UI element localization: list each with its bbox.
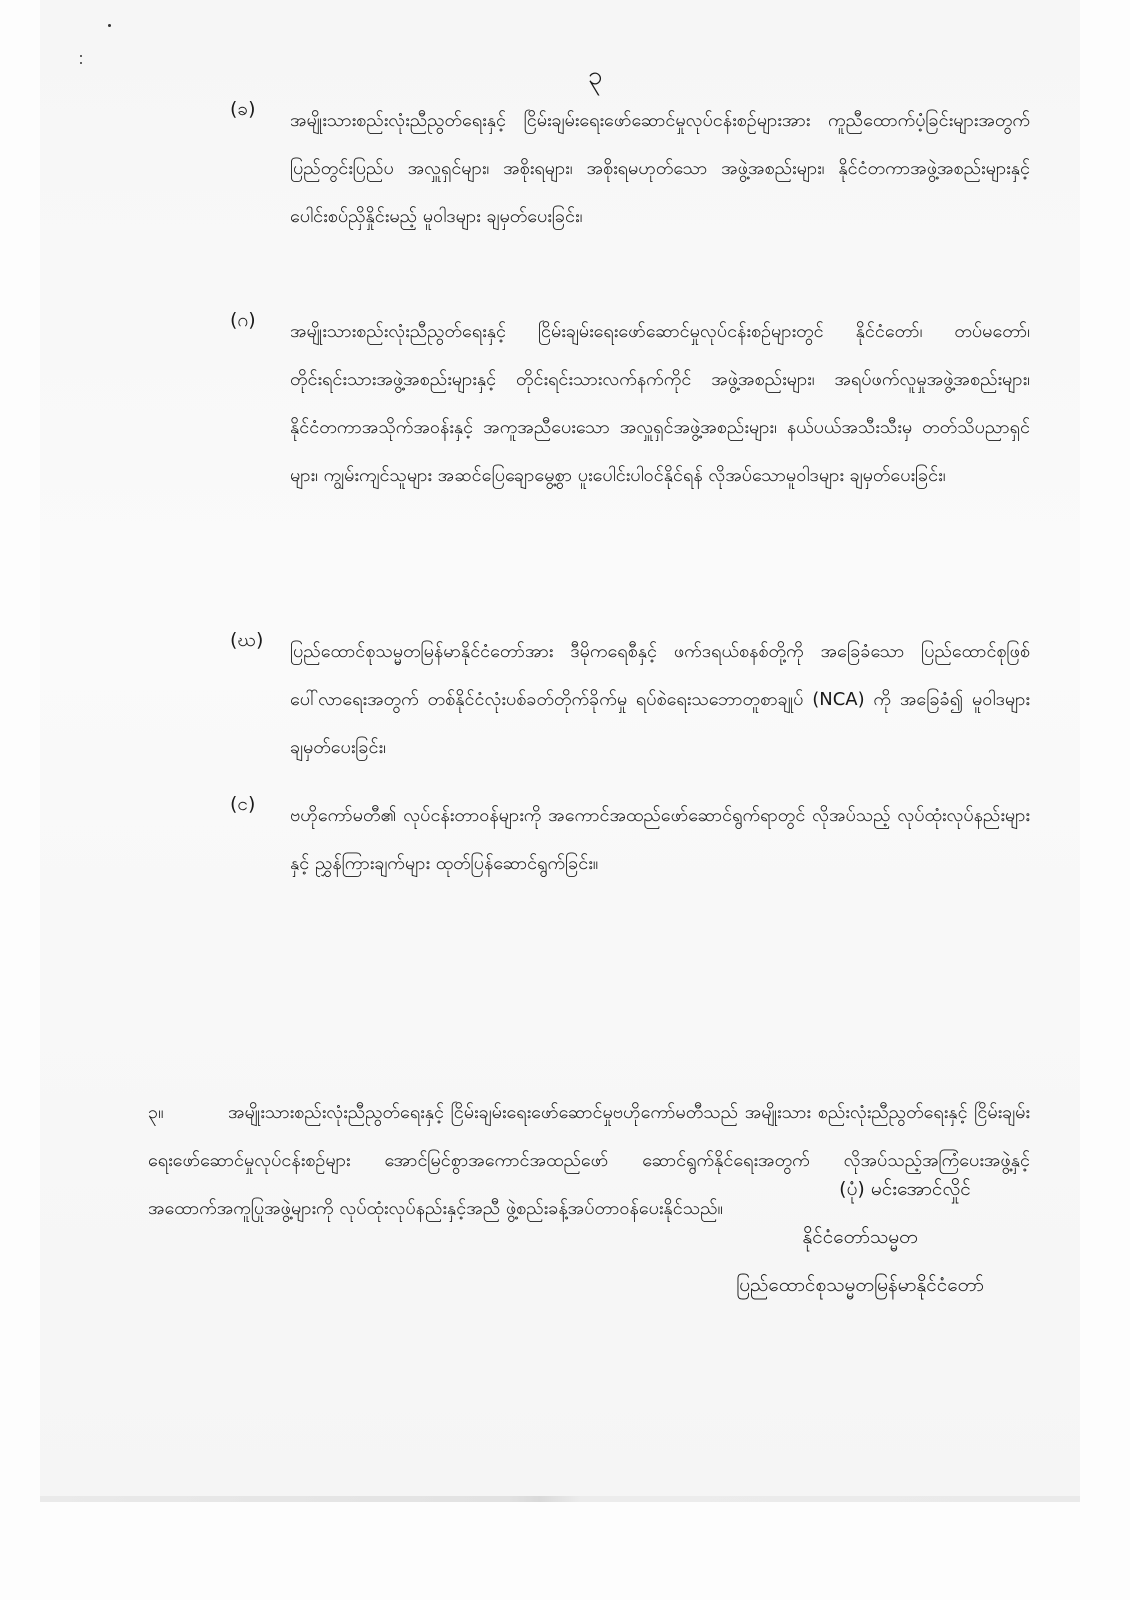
- clause-label: (ဃ): [230, 629, 264, 651]
- scan-speck: [80, 55, 82, 57]
- signatory-name: (ပုံ) မင်းအောင်လှိုင်: [839, 1178, 971, 1200]
- clause-text: အမျိုးသားစည်းလုံးညီညွတ်ရေးနှင့် ငြိမ်းချမ်းရေးဖော်ဆောင်မှုလုပ်ငန်းစဉ်များအား ကူညီထောက်ပံ့ခြင်းများအတွက် ပြည်တွင်းပြည်ပ အလှူရှင်များ၊ အစိုးရများ၊ အစိုးရမဟုတ်သော အဖွဲ့အစည်းများ၊ နိုင်ငံတကာအဖွဲ့အစည်းများနှင့် ပေါင်းစပ်ညှိနှိုင်းမည့် မူဝါဒများ ချမှတ်ပေးခြင်း၊: [290, 110, 1030, 227]
- clause-text: ပြည်ထောင်စုသမ္မတမြန်မာနိုင်ငံတော်အား ဒီမိုကရေစီနှင့် ဖက်ဒရယ်စနစ်တို့ကို အခြေခံသော ပြည်ထောင်စုဖြစ်ပေါ်လာရေးအတွက် တစ်နိုင်ငံလုံးပစ်ခတ်တိုက်ခိုက်မှု ရပ်စဲရေးသဘောတူစာချုပ် (NCA) ကို အခြေခံ၍ မူဝါဒများချမှတ်ပေးခြင်း၊: [290, 641, 1030, 758]
- clause-label: (င): [230, 793, 256, 815]
- signatory-country: ပြည်ထောင်စုသမ္မတမြန်မာနိုင်ငံတော်: [736, 1274, 984, 1296]
- section-text: အမျိုးသားစည်းလုံးညီညွတ်ရေးနှင့် ငြိမ်းချမ်းရေးဖော်ဆောင်မှုဗဟိုကော်မတီသည် အမျိုးသား စည်းလုံးညီညွတ်ရေးနှင့် ငြိမ်းချမ်းရေးဖော်ဆောင်မှုလုပ်ငန်းစဉ်များ အောင်မြင်စွာအကောင်အထည်ဖော် ဆောင်ရွက်နိုင်ရေးအတွက် လိုအပ်သည့်အကြံပေးအဖွဲ့နှင့် အထောက်အကူပြုအဖွဲ့များကို လုပ်ထုံးလုပ်နည်းနှင့်အညီ ဖွဲ့စည်းခန့်အပ်တာဝန်ပေးနိုင်သည်။: [148, 1102, 1030, 1219]
- scan-speck: [108, 24, 111, 27]
- section-number: ၃။: [148, 1102, 164, 1123]
- clause-text: ဗဟိုကော်မတီ၏ လုပ်ငန်းတာဝန်များကို အကောင်အထည်ဖော်ဆောင်ရွက်ရာတွင် လိုအပ်သည့် လုပ်ထုံးလုပ်နည်းများနှင့် ညွှန်ကြားချက်များ ထုတ်ပြန်ဆောင်ရွက်ခြင်း။: [290, 805, 1030, 874]
- scan-bottom-edge: [40, 1496, 1080, 1502]
- signatory-title: နိုင်ငံတော်သမ္မတ: [802, 1226, 918, 1248]
- clause-text: အမျိုးသားစည်းလုံးညီညွတ်ရေးနှင့် ငြိမ်းချမ်းရေးဖော်ဆောင်မှုလုပ်ငန်းစဉ်များတွင် နိုင်ငံတော်၊ တပ်မတော်၊ တိုင်းရင်းသားအဖွဲ့အစည်းများနှင့် တိုင်းရင်းသားလက်နက်ကိုင် အဖွဲ့အစည်းများ၊ အရပ်ဖက်လူမှုအဖွဲ့အစည်းများ၊ နိုင်ငံတကာအသိုက်အဝန်းနှင့် အကူအညီပေးသော အလှူရှင်အဖွဲ့အစည်းများ၊ နယ်ပယ်အသီးသီးမှ တတ်သိပညာရှင်များ၊ ကျွမ်းကျင်သူများ အဆင်ပြေချောမွေ့စွာ ပူးပေါင်းပါဝင်နိုင်ရန် လိုအပ်သောမူဝါဒများ ချမှတ်ပေးခြင်း၊: [290, 321, 1030, 486]
- signature-block: [690, 1165, 1030, 1309]
- clause-label: (ခ): [230, 98, 256, 120]
- page-number: ၃: [587, 61, 603, 91]
- clause-label: (ဂ): [230, 309, 256, 331]
